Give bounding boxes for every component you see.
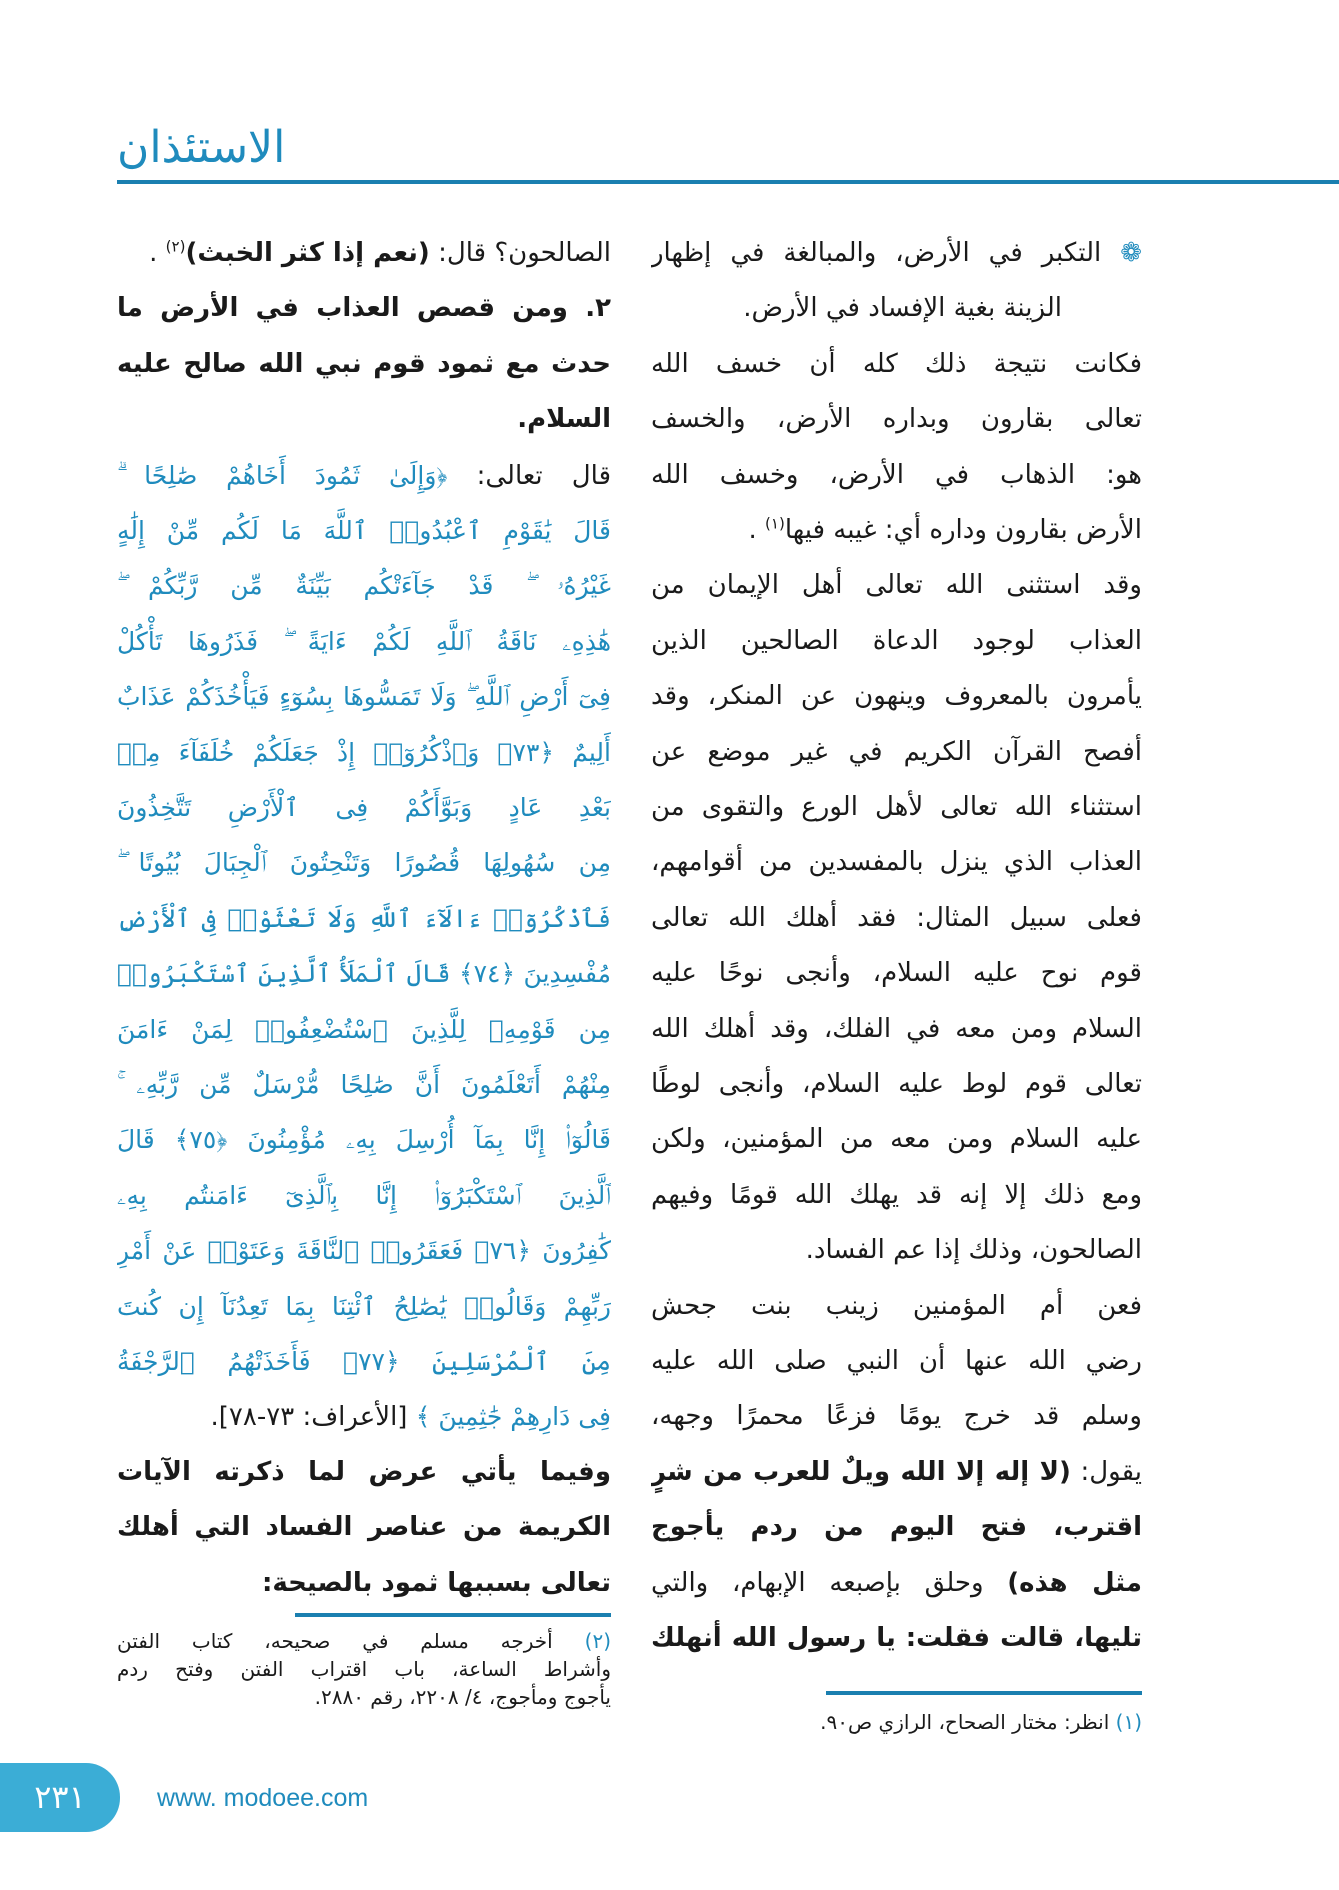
right-footnotes (651, 1708, 1142, 1748)
text-line (117, 1389, 611, 1444)
text-segment: حدث مع ثمود قوم نبي الله صالح عليه (117, 348, 611, 379)
text-line (651, 558, 1142, 613)
text-segment: الصالحون؟ قال: (429, 238, 611, 268)
text-line (651, 1500, 1142, 1555)
text-segment: [الأعراف: ٧٣-٧٨]. (210, 1402, 416, 1433)
footnote-line (651, 1708, 1142, 1737)
left-footnote-rule (295, 1613, 611, 1617)
text-segment: اقترب، فتح اليوم من ردم يأجوج (651, 1512, 1142, 1543)
footnote-line (117, 1683, 611, 1712)
footnote-marker: ❁ (1101, 238, 1142, 268)
text-segment: وسلم قد خرج يومًا فزعًا محمرًا وجهه، (651, 1401, 1142, 1432)
text-segment: تليها، قالت فقلت: يا رسول الله أنهلك (651, 1623, 1142, 1653)
text-line (651, 614, 1142, 669)
footnote-marker: (١) (1115, 1710, 1142, 1734)
text-segment: وأشراط الساعة، باب اقتراب الفتن وفتح ردم (117, 1657, 611, 1681)
quran-text: فِىٓ أَرْضِ ٱللَّهِ ۖ وَلَا تَمَسُّوهَا بِسُوٓءٍ فَيَأْخُذَكُمْ عَذَابٌ (117, 682, 611, 712)
text-line (117, 614, 611, 669)
text-segment: يأجوج ومأجوج، ٤/ ٢٢٠٨، رقم ٢٨٨٠. (314, 1685, 611, 1709)
text-line (651, 1168, 1142, 1223)
text-segment: فعلى سبيل المثال: فقد أهلك الله تعالى (651, 902, 1142, 933)
text-line (117, 1002, 611, 1057)
text-line (651, 1556, 1142, 1611)
text-segment: تعالى بقارون وبداره الأرض، والخسف (651, 404, 1142, 435)
footnote-ref: (٢) (165, 237, 186, 256)
footnote-line (117, 1627, 611, 1656)
text-segment: . (149, 238, 166, 268)
text-segment: ٢. ومن قصص العذاب في الأرض ما (117, 293, 611, 324)
page-number: ٢٣١ (0, 1763, 120, 1832)
text-segment: أخرجه مسلم في صحيحه، كتاب الفتن (117, 1629, 585, 1653)
text-line (117, 946, 611, 1001)
right-footnote-rule (826, 1691, 1142, 1695)
text-line (117, 1445, 611, 1500)
text-segment: رضي الله عنها أن النبي صلى الله عليه (651, 1346, 1142, 1376)
text-segment: السلام ومن معه في الفلك، وقد أهلك الله (651, 1013, 1142, 1044)
text-line (117, 780, 611, 835)
text-line (117, 558, 611, 613)
quran-text: مِن قَوْمِهِۦ لِلَّذِينَ ٱسْتُضْعِفُوا۟ لِمَنْ ءَامَنَ (117, 1014, 611, 1044)
text-segment: فكانت نتيجة ذلك كله أن خسف الله (651, 348, 1142, 379)
quran-text: مِن سُهُولِهَا قُصُورًا وَتَنْحِتُونَ ٱلْجِبَالَ بُيُوتًا ۖ (117, 848, 611, 878)
text-line (651, 1611, 1142, 1666)
text-line (651, 780, 1142, 835)
text-line (651, 1002, 1142, 1057)
text-line (117, 1279, 611, 1334)
text-line (651, 281, 1142, 336)
quran-text: ﴿وَإِلَىٰ ثَمُودَ أَخَاهُمْ صَٰلِحًا ۗ (117, 460, 448, 490)
text-line (651, 835, 1142, 890)
quran-text: فَٱذْكُرُوٓا۟ ءَالَآءَ ٱللَّهِ وَلَا تَعْثَوْا۟ فِى ٱلْأَرْضِ (117, 903, 611, 933)
text-line (651, 392, 1142, 447)
text-line (117, 1057, 611, 1112)
text-segment: مثل هذه) (1007, 1567, 1142, 1598)
text-line (651, 448, 1142, 503)
text-line (117, 337, 611, 392)
text-segment: يأمرون بالمعروف وينهون عن المنكر، وقد (651, 681, 1142, 712)
text-segment: يقول: (1070, 1456, 1142, 1487)
left-column (117, 226, 611, 1626)
text-segment: هو: الذهاب في الأرض، وخسف الله (651, 459, 1142, 490)
text-line (117, 1223, 611, 1278)
text-line (651, 1223, 1142, 1278)
text-line (651, 891, 1142, 946)
text-segment: قوم نوح عليه السلام، وأنجى نوحًا عليه (651, 958, 1142, 989)
text-line (651, 1112, 1142, 1167)
quran-text: مِنَ ٱلْمُرْسَلِينَ ﴿٧٧﴾ فَأَخَذَتْهُمُ ٱلرَّجْفَةُ (117, 1347, 611, 1376)
text-segment: أفصح القرآن الكريم في غير موضع عن (651, 736, 1142, 767)
text-segment: (لا إله إلا الله ويلٌ للعرب من شرٍ (651, 1456, 1071, 1487)
footnote-ref: (١) (765, 514, 785, 533)
text-line (651, 1057, 1142, 1112)
text-segment: الكريمة من عناصر الفساد التي أهلك (117, 1512, 611, 1543)
text-line (651, 725, 1142, 780)
text-segment: الأرض بقارون وداره أي: غيبه فيها (784, 515, 1142, 545)
text-line (651, 1334, 1142, 1389)
quran-text: هَٰذِهِۦ نَاقَةُ ٱللَّهِ لَكُمْ ءَايَةً ۖ فَذَرُوهَا تَأْكُلْ (117, 626, 611, 656)
website-url[interactable]: www. modoee.com (157, 1784, 369, 1812)
text-segment: وفيما يأتي عرض لما ذكرته الآيات (117, 1456, 611, 1487)
text-line (117, 503, 611, 558)
text-line (117, 891, 611, 946)
text-line (117, 835, 611, 890)
footnote-line (117, 1655, 611, 1684)
quran-text: بَعْدِ عَادٍ وَبَوَّأَكُمْ فِى ٱلْأَرْضِ تَتَّخِذُونَ (117, 793, 611, 822)
text-line (117, 448, 611, 503)
text-segment: (نعم إذا كثر الخبث) (185, 238, 430, 268)
text-segment: الصالحون، وذلك إذا عم الفساد. (805, 1235, 1142, 1266)
text-line (651, 1389, 1142, 1444)
chapter-title: الاستئذان (117, 122, 286, 173)
text-segment: تعالى قوم لوط عليه السلام، وأنجى لوطًا (651, 1069, 1142, 1099)
text-segment: ومع ذلك إلا إنه قد يهلك الله قومًا وفيهم (651, 1179, 1142, 1210)
quran-text: فِى دَارِهِمْ جَٰثِمِينَ ﴾ (415, 1402, 611, 1432)
text-line (651, 503, 1142, 558)
text-segment: التكبر في الأرض، والمبالغة في إظهار (651, 238, 1102, 268)
text-segment: العذاب لوجود الدعاة الصالحين الذين (651, 625, 1142, 656)
text-line (651, 669, 1142, 724)
text-line (651, 1445, 1142, 1500)
text-segment: فعن أم المؤمنين زينب بنت جحش (651, 1290, 1142, 1321)
text-segment: السلام. (517, 404, 611, 435)
text-line (117, 1500, 611, 1555)
quran-text: مِنْهُمْ أَتَعْلَمُونَ أَنَّ صَٰلِحًا مُّرْسَلٌ مِّن رَّبِّهِۦ ۚ (117, 1070, 611, 1099)
right-column (651, 226, 1142, 1676)
quran-text: قَالُوٓا۟ إِنَّا بِمَآ أُرْسِلَ بِهِۦ مُؤْمِنُونَ ﴿٧٥﴾ قَالَ (117, 1125, 611, 1155)
text-line (117, 1112, 611, 1167)
left-footnotes (117, 1627, 611, 1717)
text-segment: وقد استثنى الله تعالى أهل الإيمان من (651, 570, 1142, 601)
text-line (651, 1279, 1142, 1334)
quran-text: غَيْرُهُۥ ۖ قَدْ جَآءَتْكُم بَيِّنَةٌ مِّن رَّبِّكُمْ ۖ (117, 571, 611, 601)
quran-text: رَبِّهِمْ وَقَالُوا۟ يَٰصَٰلِحُ ٱئْتِنَا بِمَا تَعِدُنَآ إِن كُنتَ (117, 1291, 611, 1321)
text-line (117, 392, 611, 447)
text-segment: العذاب الذي ينزل بالمفسدين من أقوامهم، (651, 847, 1142, 878)
text-line (651, 946, 1142, 1001)
text-line (117, 725, 611, 780)
text-line (117, 1168, 611, 1223)
text-line (651, 337, 1142, 392)
text-segment: وحلق بإصبعه الإبهام، والتي (651, 1567, 1008, 1598)
text-segment: قال تعالى: (447, 460, 611, 491)
text-line (117, 1556, 611, 1611)
text-segment: انظر: مختار الصحاح، الرازي ص٩٠. (820, 1710, 1116, 1734)
text-segment: . (748, 515, 766, 545)
text-line (117, 669, 611, 724)
text-segment: استثناء الله تعالى لأهل الورع والتقوى من (651, 792, 1142, 822)
footnote-marker: (٢) (584, 1629, 611, 1653)
quran-text: كَٰفِرُونَ ﴿٧٦﴾ فَعَقَرُوا۟ ٱلنَّاقَةَ وَعَتَوْا۟ عَنْ أَمْرِ (117, 1236, 611, 1266)
text-segment: الزينة بغية الإفساد في الأرض. (743, 293, 1062, 324)
quran-text: أَلِيمٌ ﴿٧٣﴾ وَٱذْكُرُوٓا۟ إِذْ جَعَلَكُمْ خُلَفَآءَ مِنۢ (117, 737, 611, 767)
text-line (651, 226, 1142, 281)
text-line (117, 281, 611, 336)
text-line (117, 1334, 611, 1389)
text-segment: تعالى بسببها ثمود بالصيحة: (261, 1567, 611, 1598)
header-rule (117, 180, 1339, 184)
quran-text: مُفْسِدِينَ ﴿٧٤﴾ قَالَ ٱلْمَلَأُ ٱلَّذِينَ ٱسْتَكْبَرُوا۟ (117, 959, 611, 989)
text-line (117, 226, 611, 281)
quran-text: قَالَ يَٰقَوْمِ ٱعْبُدُوا۟ ٱللَّهَ مَا لَكُم مِّنْ إِلَٰهٍ (117, 516, 611, 545)
text-segment: عليه السلام ومن معه من المؤمنين، ولكن (651, 1124, 1142, 1155)
quran-text: ٱلَّذِينَ ٱسْتَكْبَرُوٓا۟ إِنَّا بِٱلَّذِىٓ ءَامَنتُم بِهِۦ (117, 1180, 611, 1210)
